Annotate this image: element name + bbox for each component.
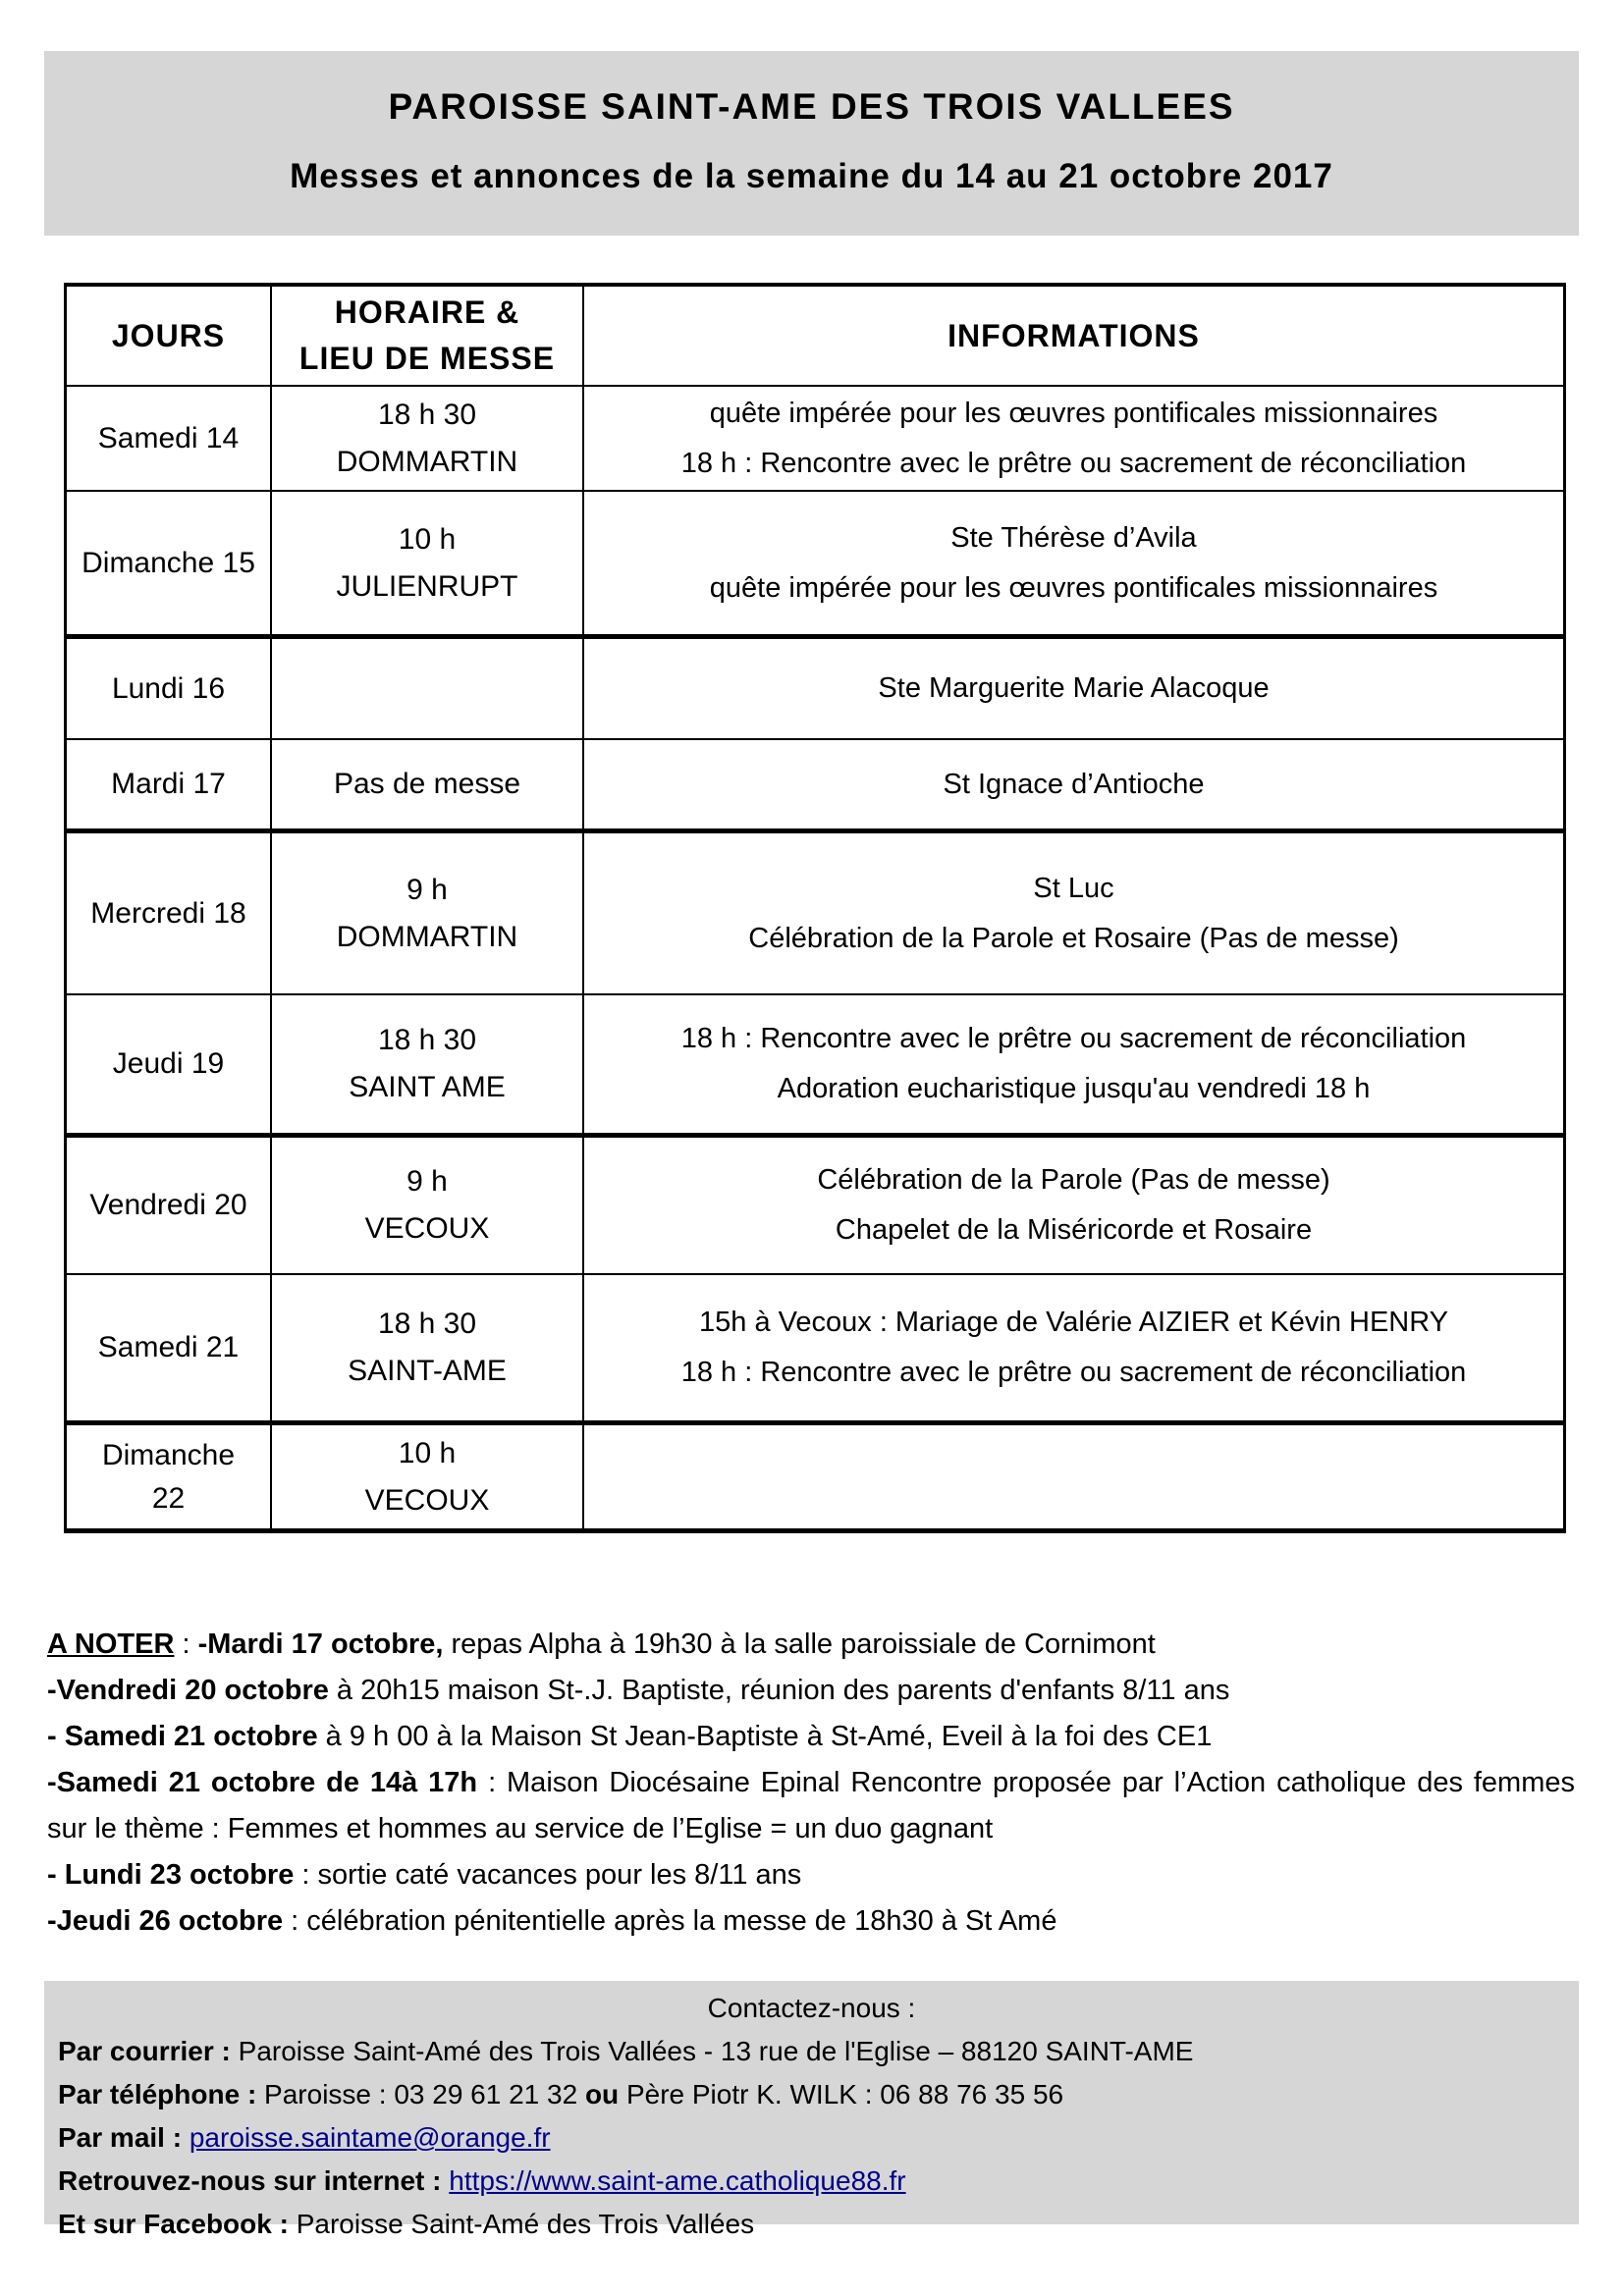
time-line: 18 h 30 bbox=[377, 1308, 477, 1340]
day-cell bbox=[67, 387, 272, 492]
table-row bbox=[67, 1138, 1563, 1275]
contact-line-facebook bbox=[58, 2203, 1565, 2246]
notes-separator: : bbox=[174, 1629, 198, 1660]
table-row bbox=[67, 639, 1563, 740]
schedule-table bbox=[64, 283, 1566, 1533]
place-line: JULIENRUPT bbox=[336, 569, 518, 603]
info-line: Chapelet de la Miséricorde et Rosaire bbox=[835, 1214, 1313, 1246]
telephone-ou: ou bbox=[584, 2079, 620, 2109]
note-line bbox=[47, 1898, 1575, 1945]
notes-section bbox=[47, 1622, 1575, 1945]
note-line bbox=[47, 1714, 1575, 1760]
place-line: SAINT-AME bbox=[348, 1355, 507, 1387]
day-text: Samedi 14 bbox=[97, 421, 240, 454]
note-date: - Lundi 23 octobre bbox=[47, 1859, 295, 1891]
telephone-value: Paroisse : 03 29 61 21 32 bbox=[264, 2079, 585, 2109]
facebook-label: Et sur Facebook : bbox=[58, 2209, 297, 2239]
time-cell bbox=[272, 833, 584, 995]
table-row bbox=[67, 492, 1563, 639]
info-line: quête impérée pour les œuvres pontificales missionnaires bbox=[709, 397, 1438, 429]
note-text: à 9 h 00 à la Maison St Jean-Baptiste à St-Amé, Eveil à la foi des CE1 bbox=[317, 1721, 1213, 1752]
day-cell bbox=[67, 492, 272, 639]
note-text: : célébration pénitentielle après la messe de 18h30 à St Amé bbox=[283, 1905, 1057, 1937]
info-cell bbox=[584, 833, 1563, 995]
note-line bbox=[47, 1852, 1575, 1898]
day-cell bbox=[67, 1425, 272, 1528]
time-cell bbox=[272, 639, 584, 740]
telephone-value2: Père Piotr K. WILK : 06 88 76 35 56 bbox=[619, 2079, 1064, 2109]
info-cell bbox=[584, 1275, 1563, 1425]
time-cell bbox=[272, 740, 584, 833]
info-line: 18 h : Rencontre avec le prêtre ou sacrement de réconciliation bbox=[680, 1357, 1467, 1388]
time-cell bbox=[272, 492, 584, 639]
note-text: : Maison Diocésaine Epinal Rencontre proposée par l’Action catholique des femmes sur le thème : Femmes et hommes au service de l’Eglise = un duo gagnant bbox=[47, 1767, 1575, 1844]
mail-label: Par mail : bbox=[58, 2122, 189, 2153]
table-row bbox=[67, 740, 1563, 833]
time-cell bbox=[272, 1138, 584, 1275]
place-line: VECOUX bbox=[364, 1483, 490, 1517]
note-text: repas Alpha à 19h30 à la salle paroissiale de Cornimont bbox=[443, 1629, 1156, 1660]
info-cell bbox=[584, 740, 1563, 833]
day-text: Mercredi 18 bbox=[90, 896, 246, 930]
column-header-horaire-line1: HORAIRE & bbox=[334, 294, 520, 330]
courrier-label: Par courrier : bbox=[58, 2036, 239, 2066]
note-date: -Jeudi 26 octobre bbox=[47, 1905, 284, 1937]
note-date: -Samedi 21 octobre de 14à 17h bbox=[47, 1767, 478, 1798]
contact-line-mail bbox=[58, 2116, 1565, 2160]
day-cell bbox=[67, 639, 272, 740]
info-cell bbox=[584, 1138, 1563, 1275]
day-text: Mardi 17 bbox=[111, 768, 226, 800]
column-header-horaire-line2: LIEU DE MESSE bbox=[298, 341, 556, 376]
info-cell bbox=[584, 387, 1563, 492]
time-line: Pas de messe bbox=[333, 768, 521, 800]
note-date: -Vendredi 20 octobre bbox=[47, 1675, 329, 1706]
time-cell bbox=[272, 387, 584, 492]
contact-line-telephone bbox=[58, 2073, 1565, 2116]
day-text: 22 bbox=[151, 1481, 186, 1515]
day-cell bbox=[67, 740, 272, 833]
info-line: quête impérée pour les œuvres pontificales missionnaires bbox=[709, 571, 1438, 604]
table-header-row bbox=[67, 287, 1563, 387]
contact-heading: Contactez-nous : bbox=[707, 1993, 916, 2023]
time-line: 9 h bbox=[406, 1165, 448, 1198]
contact-line-web bbox=[58, 2160, 1565, 2203]
time-cell bbox=[272, 1425, 584, 1528]
info-line: Adoration eucharistique jusqu'au vendredi 18 h bbox=[777, 1073, 1371, 1104]
day-text: Jeudi 19 bbox=[112, 1047, 225, 1080]
website-link[interactable]: https://www.saint-ame.catholique88.fr bbox=[449, 2165, 906, 2196]
header-banner bbox=[44, 51, 1579, 236]
day-cell bbox=[67, 833, 272, 995]
telephone-label: Par téléphone : bbox=[58, 2079, 265, 2109]
day-cell bbox=[67, 995, 272, 1138]
place-line: DOMMARTIN bbox=[336, 920, 518, 953]
note-date: - Samedi 21 octobre bbox=[47, 1721, 318, 1752]
note-line bbox=[47, 1668, 1575, 1714]
table-row bbox=[67, 387, 1563, 492]
info-line: 15h à Vecoux : Mariage de Valérie AIZIER et Kévin HENRY bbox=[699, 1307, 1448, 1338]
table-row bbox=[67, 1275, 1563, 1425]
day-cell bbox=[67, 1138, 272, 1275]
note-date: -Mardi 17 octobre, bbox=[197, 1629, 444, 1660]
time-line: 18 h 30 bbox=[377, 398, 477, 431]
place-line: VECOUX bbox=[364, 1212, 490, 1245]
time-cell bbox=[272, 995, 584, 1138]
contact-line-courrier bbox=[58, 2030, 1565, 2073]
time-line: 18 h 30 bbox=[377, 1024, 477, 1056]
column-header-informations: INFORMATIONS bbox=[584, 287, 1563, 387]
table-row bbox=[67, 833, 1563, 995]
info-line: 18 h : Rencontre avec le prêtre ou sacrement de réconciliation bbox=[680, 1023, 1467, 1054]
contact-panel bbox=[44, 1981, 1579, 2239]
info-line: St Luc bbox=[1033, 872, 1114, 904]
mail-link[interactable]: paroisse.saintame@orange.fr bbox=[189, 2122, 551, 2153]
column-header-jours: JOURS bbox=[67, 287, 272, 387]
day-text: Vendredi 20 bbox=[89, 1189, 247, 1221]
note-line bbox=[47, 1760, 1575, 1852]
courrier-value: Paroisse Saint-Amé des Trois Vallées - 13 rue de l'Eglise – 88120 SAINT-AME bbox=[238, 2036, 1194, 2066]
info-line: Célébration de la Parole et Rosaire (Pas de messe) bbox=[748, 922, 1399, 954]
place-line: DOMMARTIN bbox=[336, 445, 518, 478]
info-line: Ste Marguerite Marie Alacoque bbox=[878, 672, 1270, 704]
info-cell bbox=[584, 639, 1563, 740]
place-line: SAINT AME bbox=[349, 1071, 506, 1103]
info-cell bbox=[584, 995, 1563, 1138]
day-text: Dimanche bbox=[101, 1438, 236, 1471]
web-label: Retrouvez-nous sur internet : bbox=[58, 2165, 450, 2196]
info-line: St Ignace d’Antioche bbox=[943, 768, 1205, 800]
info-line: Ste Thérèse d’Avila bbox=[950, 521, 1197, 554]
note-text: : sortie caté vacances pour les 8/11 ans bbox=[294, 1859, 802, 1891]
day-text: Samedi 21 bbox=[97, 1331, 240, 1363]
day-text: Lundi 16 bbox=[111, 671, 226, 705]
page-title: PAROISSE SAINT-AME DES TROIS VALLEES bbox=[388, 86, 1235, 127]
day-text: Dimanche 15 bbox=[81, 546, 255, 579]
day-cell bbox=[67, 1275, 272, 1425]
info-line: Célébration de la Parole (Pas de messe) bbox=[817, 1164, 1330, 1196]
table-row bbox=[67, 1425, 1563, 1528]
time-line: 9 h bbox=[406, 873, 448, 906]
time-cell bbox=[272, 1275, 584, 1425]
facebook-value: Paroisse Saint-Amé des Trois Vallées bbox=[296, 2209, 755, 2239]
notes-heading: A NOTER bbox=[47, 1629, 175, 1660]
time-line: 10 h bbox=[398, 522, 457, 556]
table-row bbox=[67, 995, 1563, 1138]
column-header-horaire bbox=[272, 287, 584, 387]
info-line: 18 h : Rencontre avec le prêtre ou sacrement de réconciliation bbox=[680, 447, 1467, 479]
time-line: 10 h bbox=[398, 1436, 457, 1469]
page-subtitle: Messes et annonces de la semaine du 14 au 21 octobre 2017 bbox=[290, 157, 1333, 195]
note-line bbox=[47, 1622, 1575, 1668]
info-cell bbox=[584, 1425, 1563, 1528]
info-cell bbox=[584, 492, 1563, 639]
note-text: à 20h15 maison St-.J. Baptiste, réunion des parents d'enfants 8/11 ans bbox=[328, 1675, 1230, 1706]
